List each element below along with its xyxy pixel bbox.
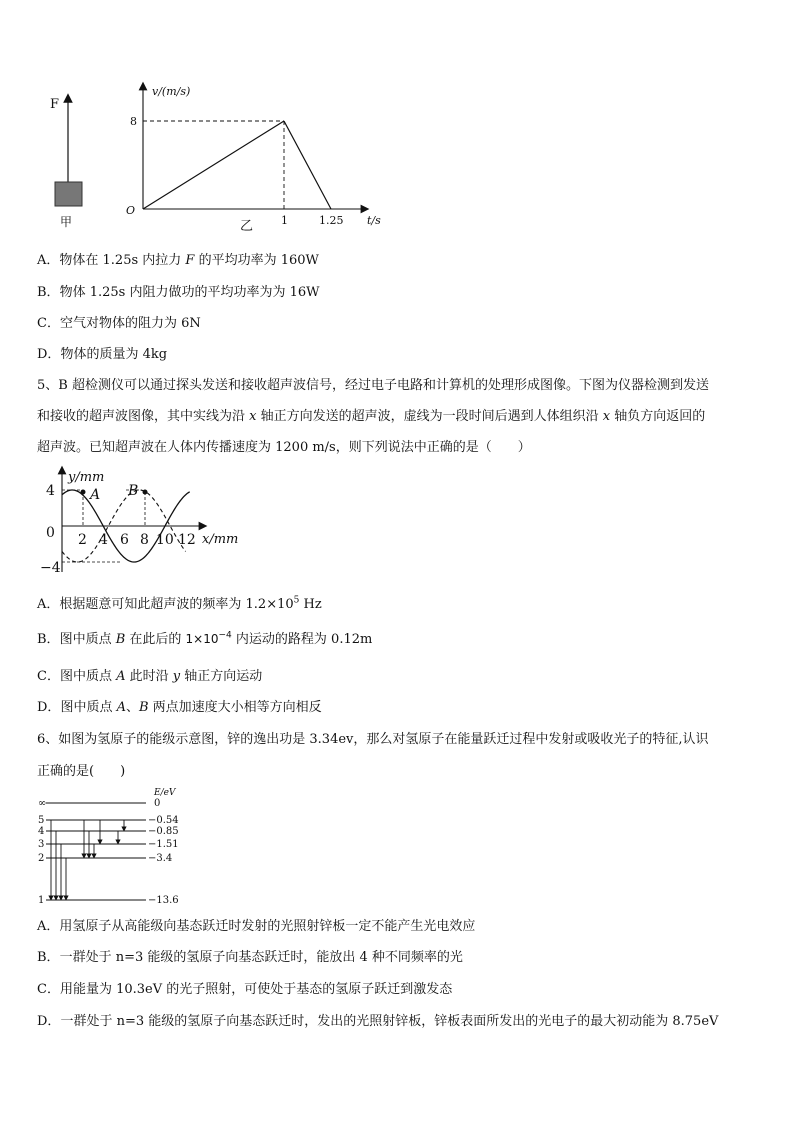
level-energy-label: −13.6 — [148, 895, 179, 906]
level-n-label: ∞ — [38, 798, 47, 809]
wave-x-tick: 2 — [78, 532, 87, 548]
q5-stem-line1: 5、B 超检测仪可以通过探头发送和接收超声波信号，经过电子电路和计算机的处理形成图像。下图为仪器检测到发送 — [37, 378, 709, 393]
force-velocity-figure — [40, 78, 400, 238]
velocity-rise — [143, 121, 284, 209]
q6-stem-line2: 正确的是( ) — [37, 764, 126, 779]
q5-option-c: C．图中质点 A 此时沿 y 轴正方向运动 — [37, 669, 263, 684]
x-tick-1-25: 1.25 — [319, 214, 344, 227]
level-n-label: 2 — [38, 853, 45, 864]
q5-option-a: A．根据题意可知此超声波的频率为 $1.2\times 10^5$ Hz — [37, 595, 322, 612]
block — [55, 182, 82, 206]
q6-option-b: B．一群处于 n=3 能级的氢原子向基态跃迁时，能放出 4 种不同频率的光 — [37, 950, 463, 965]
q5-stem-line3: 超声波。已知超声波在人体内传播速度为 1200 m/s，则下列说法中正确的是（ ） — [37, 440, 531, 455]
wave-x-tick: 12 — [178, 532, 196, 548]
wave-x-tick: 4 — [99, 532, 108, 548]
q4-option-c: C．空气对物体的阻力为 6N — [37, 316, 201, 331]
level-4 — [38, 826, 179, 837]
level-inf — [38, 798, 160, 809]
level-n-label: 4 — [38, 826, 45, 837]
q4-option-b: B．物体 1.25s 内阻力做功的平均功率为为 16W — [37, 285, 320, 300]
level-energy-label: 0 — [154, 798, 161, 809]
q6-option-a: A．用氢原子从高能级向基态跃迁时发射的光照射锌板一定不能产生光电效应 — [37, 919, 476, 934]
wave-y-tick-4: 4 — [46, 483, 55, 499]
wave-x-label: x/mm — [202, 532, 239, 547]
t-axis-label: t/s — [367, 214, 381, 227]
q4-option-d: D．物体的质量为 4kg — [37, 347, 168, 362]
level-1 — [38, 895, 179, 906]
q6-option-c: C．用能量为 10.3eV 的光子照射，可使处于基态的氢原子跃迁到激发态 — [37, 982, 453, 997]
wave-y-tick-0: 0 — [46, 525, 55, 541]
jia-label: 甲 — [60, 215, 73, 229]
y-tick-8: 8 — [130, 115, 137, 128]
level-n-label: 3 — [38, 839, 45, 850]
level-5 — [38, 815, 179, 826]
wave-x-tick: 8 — [140, 532, 149, 548]
level-2 — [38, 853, 172, 864]
level-3 — [38, 839, 179, 850]
energy-axis-label: E/eV — [154, 788, 176, 798]
wave-y-tick-neg4: −4 — [40, 560, 61, 576]
point-a — [81, 490, 86, 495]
level-energy-label: −1.51 — [148, 839, 179, 850]
level-n-label: 5 — [38, 815, 45, 826]
q4-option-a: A．物体在 1.25s 内拉力 F 的平均功率为 160W — [37, 253, 319, 268]
q6-option-d: D．一群处于 n=3 能级的氢原子向基态跃迁时，发出的光照射锌板，锌板表面所发出的光电子的最大初动能为 8.75eV — [37, 1014, 719, 1029]
q5-option-d: D．图中质点 A、B 两点加速度大小相等方向相反 — [37, 700, 322, 715]
wave-y-label: y/mm — [68, 470, 105, 485]
q5-option-b: B．图中质点 B 在此后的 $1\times 10^{-4}$ 内运动的路程为 0.12m — [37, 630, 373, 647]
wave-x-tick: 10 — [156, 532, 174, 548]
level-energy-label: −0.54 — [148, 815, 179, 826]
level-n-label: 1 — [38, 895, 45, 906]
origin-label: O — [126, 204, 136, 217]
energy-level-figure — [34, 783, 204, 908]
q6-stem-line1: 6、如图为氢原子的能级示意图，锌的逸出功是 3.34ev，那么对氢原子在能量跃迁过程中发射或吸收光子的特征,认识 — [37, 732, 709, 747]
v-axis-label: v/(m/s) — [152, 85, 191, 98]
q5-stem-line2: 和接收的超声波图像，其中实线为沿 x 轴正方向发送的超声波，虚线为一段时间后遇到人体组织沿 x 轴负方向返回的 — [37, 409, 706, 424]
yi-label: 乙 — [240, 219, 254, 234]
level-energy-label: −0.85 — [148, 826, 179, 837]
point-b — [143, 490, 148, 495]
point-a-label: A — [90, 487, 101, 503]
level-energy-label: −3.4 — [148, 853, 173, 864]
wave-x-tick: 6 — [120, 532, 129, 548]
velocity-fall — [284, 121, 331, 209]
wave-figure — [40, 462, 270, 582]
force-label: F — [50, 97, 60, 112]
point-b-label: B — [128, 483, 139, 499]
x-tick-1: 1 — [281, 214, 288, 227]
